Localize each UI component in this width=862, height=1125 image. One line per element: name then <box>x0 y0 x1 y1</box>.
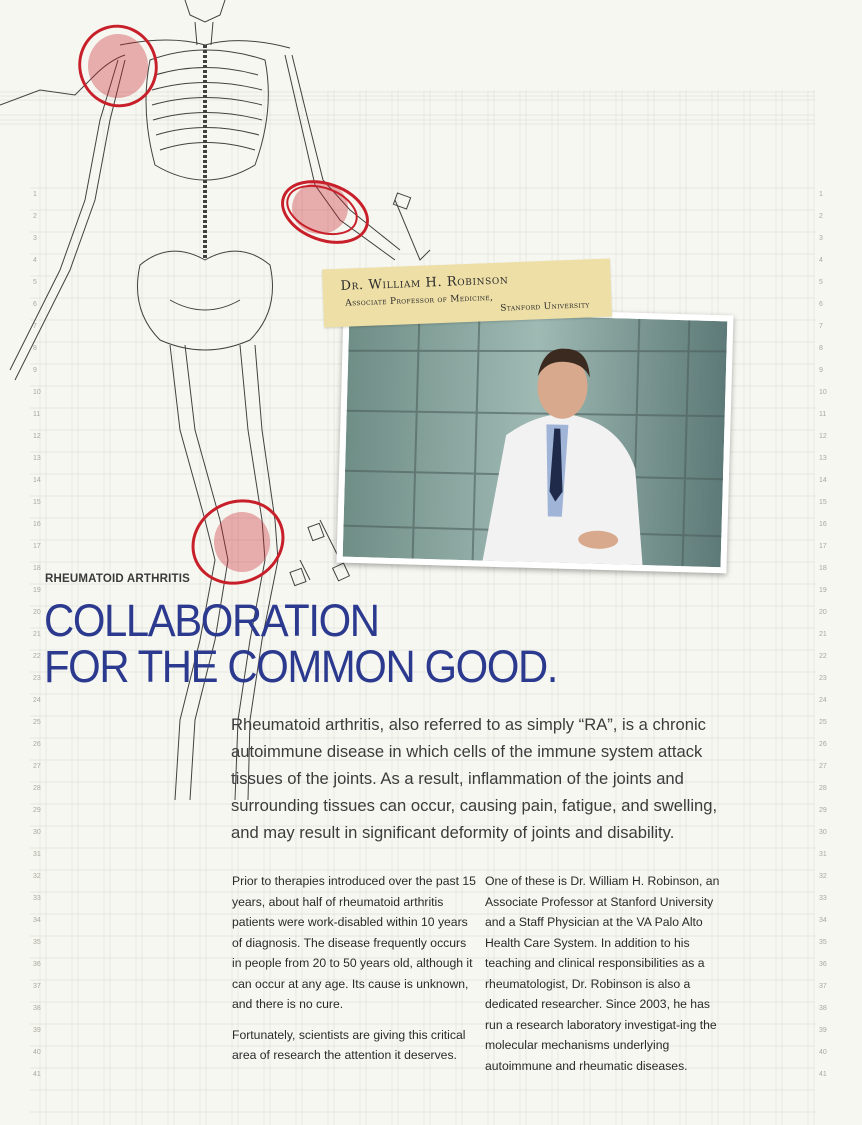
grid-number-right: 15 <box>819 499 827 506</box>
tape-title-line1: Associate Professor of Medicine, <box>345 293 494 309</box>
headline <box>44 595 596 692</box>
grid-number-right: 24 <box>819 697 827 704</box>
grid-number-left: 18 <box>33 565 41 572</box>
grid-number-left: 19 <box>33 587 41 594</box>
grid-number-left: 30 <box>33 829 41 836</box>
grid-number-right: 16 <box>819 521 827 528</box>
grid-number-right: 2 <box>819 213 823 220</box>
grid-number-left: 20 <box>33 609 41 616</box>
grid-number-right: 23 <box>819 675 827 682</box>
portrait-photo <box>336 305 733 574</box>
grid-number-left: 41 <box>33 1071 41 1078</box>
grid-number-left: 34 <box>33 917 41 924</box>
grid-number-right: 1 <box>819 191 823 198</box>
grid-number-left: 38 <box>33 1005 41 1012</box>
portrait-image <box>343 311 728 567</box>
headline-line2: FOR THE COMMON GOOD. <box>44 641 558 692</box>
body-column-2 <box>485 871 730 1086</box>
body-paragraph: Prior to therapies introduced over the past 15 years, about half of rheumatoid arthritis patients were work-disabled within 10 years of diagnosis. The disease frequently occurs in people from 20 to 50 years old, although it can occur at any age. Its cause is unknown, and there is no cure. <box>232 874 476 1011</box>
grid-number-left: 39 <box>33 1027 41 1034</box>
grid-number-right: 37 <box>819 983 827 990</box>
grid-number-left: 24 <box>33 697 41 704</box>
intro-paragraph: Rheumatoid arthritis, also referred to as simply “RA”, is a chronic autoimmune disease in which cells of the immune system attack tissues of the joints. As a result, inflammation of the joints and surrounding tissues can occur, causing pain, fatigue, and swelling, and may result in significant deformity of joints and disability. <box>231 715 718 842</box>
grid-number-right: 8 <box>819 345 823 352</box>
grid-number-right: 10 <box>819 389 827 396</box>
tape-title-line2: Stanford University <box>500 300 590 314</box>
grid-number-left: 14 <box>33 477 41 484</box>
grid-number-left: 25 <box>33 719 41 726</box>
section-label: RHEUMATOID ARTHRITIS <box>45 573 190 585</box>
grid-number-left: 31 <box>33 851 41 858</box>
grid-number-right: 40 <box>819 1049 827 1056</box>
grid-number-right: 21 <box>819 631 827 638</box>
grid-number-right: 31 <box>819 851 827 858</box>
grid-number-left: 1 <box>33 191 37 198</box>
grid-number-left: 28 <box>33 785 41 792</box>
grid-number-left: 13 <box>33 455 41 462</box>
grid-number-right: 28 <box>819 785 827 792</box>
grid-number-left: 9 <box>33 367 37 374</box>
grid-number-right: 35 <box>819 939 827 946</box>
grid-number-right: 9 <box>819 367 823 374</box>
grid-number-left: 7 <box>33 323 37 330</box>
grid-number-right: 7 <box>819 323 823 330</box>
body-column-1 <box>232 871 477 1076</box>
grid-number-left: 33 <box>33 895 41 902</box>
body-paragraph: One of these is Dr. William H. Robinson, an Associate Professor at Stanford University and a Staff Physician at the VA Palo Alto Health Care System. In addition to his teaching and clinical responsibilities as a rheumatologist, Dr. Robinson is also a dedicated researcher. Since 2003, he has run a research laboratory investigat-ing the molecular mechanisms underlying autoimmune and rheumatic diseases. <box>485 874 720 1073</box>
grid-number-right: 22 <box>819 653 827 660</box>
grid-number-left: 29 <box>33 807 41 814</box>
grid-number-left: 5 <box>33 279 37 286</box>
grid-number-right: 20 <box>819 609 827 616</box>
grid-number-right: 30 <box>819 829 827 836</box>
grid-number-left: 11 <box>33 411 41 418</box>
grid-number-left: 2 <box>33 213 37 220</box>
grid-number-right: 26 <box>819 741 827 748</box>
grid-number-left: 17 <box>33 543 41 550</box>
grid-number-right: 6 <box>819 301 823 308</box>
grid-number-right: 4 <box>819 257 823 264</box>
grid-number-left: 40 <box>33 1049 41 1056</box>
grid-number-right: 3 <box>819 235 823 242</box>
grid-number-left: 8 <box>33 345 37 352</box>
grid-number-left: 12 <box>33 433 41 440</box>
grid-number-right: 12 <box>819 433 827 440</box>
grid-number-right: 17 <box>819 543 827 550</box>
grid-number-right: 38 <box>819 1005 827 1012</box>
grid-number-right: 34 <box>819 917 827 924</box>
grid-number-left: 27 <box>33 763 41 770</box>
grid-number-left: 15 <box>33 499 41 506</box>
headline-line1: COLLABORATION <box>44 595 379 646</box>
grid-number-left: 4 <box>33 257 37 264</box>
grid-number-left: 26 <box>33 741 41 748</box>
body-paragraph: Fortunately, scientists are giving this critical area of research the attention it deserves. <box>232 1027 466 1062</box>
grid-number-left: 6 <box>33 301 37 308</box>
grid-number-left: 3 <box>33 235 37 242</box>
tape-name: Dr. William H. Robinson <box>340 272 509 294</box>
grid-number-right: 13 <box>819 455 827 462</box>
grid-number-right: 33 <box>819 895 827 902</box>
grid-number-right: 19 <box>819 587 827 594</box>
grid-number-left: 35 <box>33 939 41 946</box>
grid-number-left: 10 <box>33 389 41 396</box>
grid-number-right: 27 <box>819 763 827 770</box>
grid-number-left: 21 <box>33 631 41 638</box>
grid-number-right: 39 <box>819 1027 827 1034</box>
grid-number-left: 32 <box>33 873 41 880</box>
grid-number-right: 41 <box>819 1071 827 1078</box>
grid-number-left: 22 <box>33 653 41 660</box>
grid-number-left: 16 <box>33 521 41 528</box>
grid-number-right: 5 <box>819 279 823 286</box>
grid-number-right: 25 <box>819 719 827 726</box>
grid-number-right: 11 <box>819 411 827 418</box>
grid-number-right: 36 <box>819 961 827 968</box>
grid-number-left: 23 <box>33 675 41 682</box>
grid-number-right: 14 <box>819 477 827 484</box>
grid-number-right: 29 <box>819 807 827 814</box>
grid-number-left: 36 <box>33 961 41 968</box>
grid-number-right: 18 <box>819 565 827 572</box>
grid-number-left: 37 <box>33 983 41 990</box>
grid-number-right: 32 <box>819 873 827 880</box>
name-tape-label <box>322 258 612 327</box>
